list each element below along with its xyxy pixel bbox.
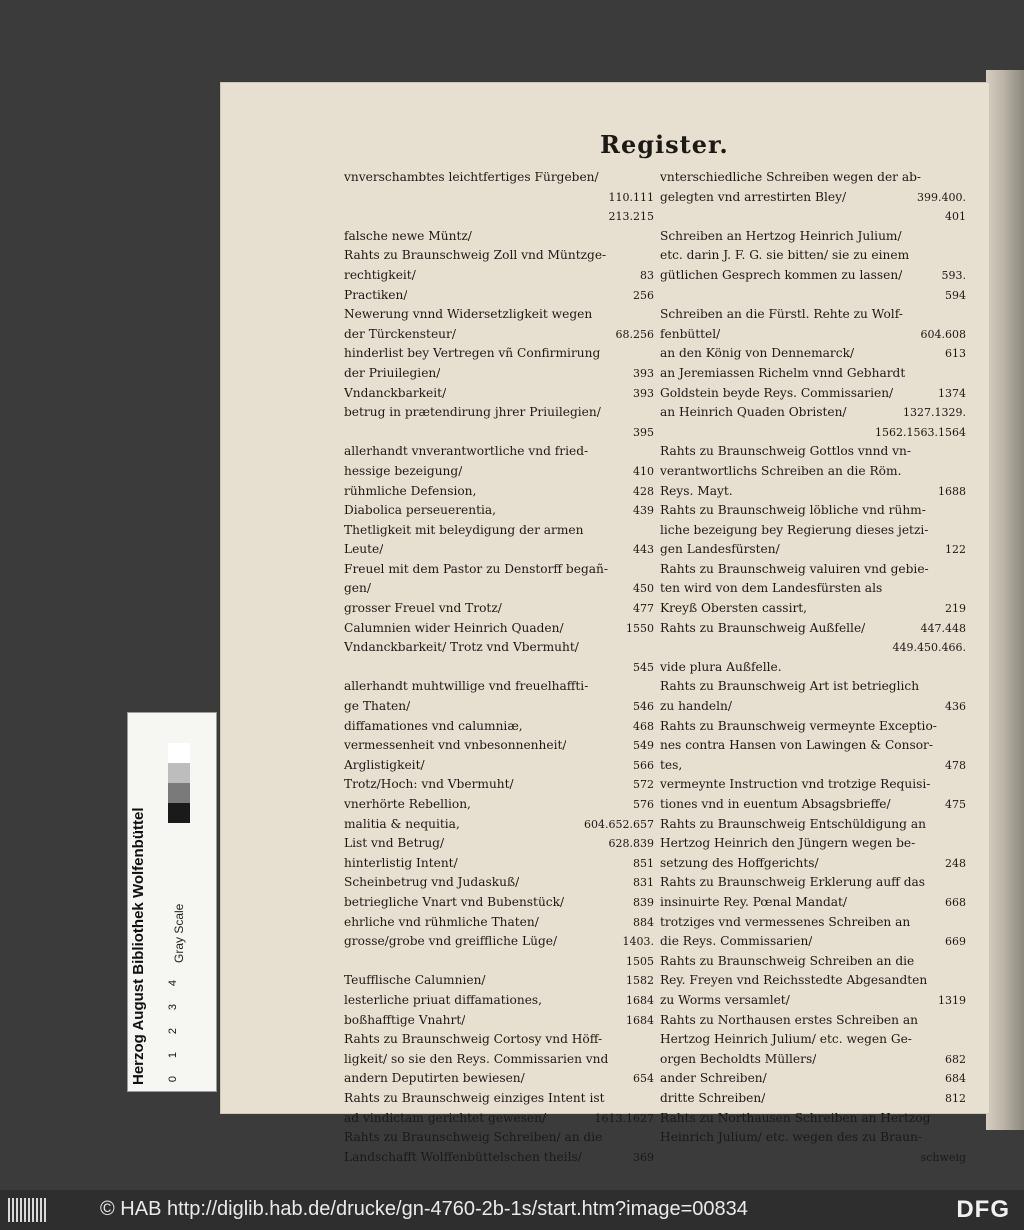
- entry-page-number: 604.652.657: [584, 817, 654, 831]
- footer-bar: [0, 1190, 1024, 1230]
- entry-page-number: 410: [633, 464, 654, 478]
- entry-text: Practiken/: [344, 287, 408, 302]
- gray-swatch-white: [168, 743, 190, 763]
- register-entry: [344, 697, 654, 717]
- register-entry: [660, 540, 966, 560]
- entry-page-number: 395: [633, 425, 654, 439]
- entry-page-number: 1505: [626, 954, 654, 968]
- register-entry: [660, 756, 966, 776]
- register-entry: [660, 266, 966, 286]
- entry-page-number: 436: [945, 700, 966, 714]
- register-entry: [344, 1089, 654, 1109]
- entry-page-number: 613: [945, 347, 966, 361]
- entry-page-number: 110.111: [608, 190, 654, 204]
- entry-text: ten wird von dem Landesfürsten als: [660, 581, 883, 596]
- register-entry: [660, 246, 966, 266]
- register-entry: [660, 364, 966, 384]
- entry-text: hinterlistig Intent/: [344, 855, 458, 870]
- entry-text: Rahts zu Braunschweig vermeynte Exceptio-: [660, 718, 937, 733]
- register-entry: [660, 462, 966, 482]
- register-entry: [344, 677, 654, 697]
- entry-page-number: 122: [945, 543, 966, 557]
- entry-text: der Türckensteur/: [344, 326, 456, 341]
- register-entry: [660, 560, 966, 580]
- entry-text: Rahts zu Braunschweig Schreiben/ an die: [344, 1130, 603, 1145]
- entry-text: hessige bezeigung/: [344, 463, 463, 478]
- entry-text: zu Worms versamlet/: [660, 992, 790, 1007]
- entry-text: hinderlist bey Vertregen vñ Confirmirung: [344, 346, 601, 361]
- register-entry: [660, 815, 966, 835]
- ruler-tick-label: 3: [167, 1003, 180, 1011]
- left-column: [344, 168, 654, 1167]
- register-entry: [344, 501, 654, 521]
- entry-text: Schreiben an Hertzog Heinrich Julium/: [660, 228, 902, 243]
- entry-text: insinuirte Rey. Pœnal Mandat/: [660, 894, 848, 909]
- entry-text: Rahts zu Braunschweig Erklerung auff das: [660, 875, 926, 890]
- entry-text: betrug in prætendirung jhrer Priuilegien/: [344, 405, 601, 420]
- register-entry: [344, 188, 654, 208]
- entry-page-number: 576: [633, 798, 654, 811]
- right-column: [660, 168, 966, 1167]
- register-entry: [660, 403, 966, 423]
- entry-text: tiones vnd in euentum Absagsbrieffe/: [660, 797, 891, 811]
- entry-text: rühmliche Defension,: [344, 483, 477, 498]
- adjacent-page-edge: [986, 70, 1024, 1130]
- register-entry: [344, 795, 654, 815]
- register-entry: [344, 227, 654, 247]
- entry-text: Calumnien wider Heinrich Quaden/: [344, 620, 564, 635]
- register-entry: [344, 1069, 654, 1089]
- entry-text: Leute/: [344, 542, 384, 557]
- entry-page-number: 812: [945, 1091, 966, 1105]
- register-entry: [344, 756, 654, 776]
- entry-text: Rahts zu Braunschweig valuiren vnd gebie-: [660, 561, 929, 576]
- entry-page-number: 68.256: [615, 327, 654, 341]
- register-entry: [660, 188, 966, 208]
- register-entry: [344, 775, 654, 795]
- register-entry: [660, 579, 966, 599]
- entry-text: Reys. Mayt.: [660, 483, 733, 498]
- register-entry: [660, 207, 966, 227]
- entry-page-number: 1550: [626, 621, 654, 635]
- entry-text: Scheinbetrug vnd Judaskuß/: [344, 875, 520, 890]
- register-entry: [660, 717, 966, 737]
- footer-url[interactable]: © HAB http://diglib.hab.de/drucke/gn-4760-2b-1s/start.htm?image=00834: [100, 1198, 748, 1220]
- entry-page-number: 1684: [626, 1013, 654, 1027]
- ruler-tick-label: 2: [167, 1027, 180, 1035]
- entry-text: boßhafftige Vnahrt/: [344, 1012, 466, 1027]
- register-entry: [344, 971, 654, 991]
- register-entry: [344, 736, 654, 756]
- register-entry: [344, 952, 654, 972]
- entry-text: verantwortlichs Schreiben an die Röm.: [660, 463, 902, 478]
- barcode-icon: [8, 1198, 48, 1222]
- register-entry: [660, 697, 966, 717]
- entry-page-number: 369: [633, 1150, 654, 1164]
- entry-text: dritte Schreiben/: [660, 1090, 766, 1105]
- entry-page-number: 1582: [626, 974, 654, 988]
- entry-text: an Heinrich Quaden Obristen/: [660, 405, 847, 420]
- entry-text: an Jeremiassen Richelm vnnd Gebhardt: [660, 365, 906, 380]
- entry-page-number: 831: [633, 876, 654, 890]
- ruler-tick-label: 0: [167, 1075, 180, 1083]
- register-entry: [344, 834, 654, 854]
- entry-text: Vndanckbarkeit/: [344, 385, 447, 400]
- entry-text: Kreyß Obersten cassirt,: [660, 601, 808, 616]
- entry-page-number: 399.400.: [917, 190, 966, 204]
- entry-page-number: 449.450.466.: [892, 641, 966, 655]
- entry-page-number: 443: [633, 543, 654, 557]
- register-entry: [344, 991, 654, 1011]
- register-entry: [660, 658, 966, 678]
- register-entry: [344, 207, 654, 227]
- entry-page-number: 428: [633, 484, 654, 498]
- register-entry: [344, 168, 654, 188]
- entry-text: ehrliche vnd rühmliche Thaten/: [344, 914, 539, 929]
- register-entry: [660, 991, 966, 1011]
- entry-text: ad vindictam gerichtet gewesen/: [344, 1110, 547, 1125]
- register-entry: [344, 913, 654, 933]
- entry-page-number: 545: [633, 660, 654, 674]
- entry-page-number: 478: [945, 758, 966, 772]
- ruler-library-label: Herzog August Bibliothek Wolfenbüttel: [130, 807, 147, 1085]
- entry-page-number: 1327.1329.: [903, 406, 966, 420]
- register-entry: [660, 834, 966, 854]
- entry-text: Diabolica perseuerentia,: [344, 503, 497, 518]
- entry-text: der Priuilegien/: [344, 365, 441, 380]
- entry-text: lesterliche priuat diffamationes,: [344, 992, 543, 1007]
- entry-page-number: 393: [633, 386, 654, 400]
- register-entry: [660, 775, 966, 795]
- register-entry: [660, 873, 966, 893]
- register-entry: [344, 423, 654, 443]
- entry-text: List vnd Betrug/: [344, 836, 445, 851]
- entry-page-number: 668: [945, 895, 966, 909]
- register-entry: [344, 619, 654, 639]
- register-entry: [660, 952, 966, 972]
- entry-text: Rahts zu Braunschweig Gottlos vnnd vn-: [660, 444, 911, 459]
- entry-page-number: 477: [633, 602, 654, 616]
- register-entry: [344, 658, 654, 678]
- entry-page-number: 83: [640, 268, 654, 282]
- entry-text: vnterschiedliche Schreiben wegen der ab-: [660, 170, 922, 184]
- entry-text: allerhandt muhtwillige vnd freuelhaffti-: [344, 679, 589, 694]
- entry-text: ligkeit/ so sie den Reys. Commissarien vnd: [344, 1051, 609, 1066]
- entry-text: Freuel mit dem Pastor zu Denstorff begañ-: [344, 561, 608, 576]
- register-entry: [660, 932, 966, 952]
- entry-page-number: 447.448: [920, 621, 966, 635]
- entry-page-number: 604.608: [920, 327, 966, 341]
- entry-page-number: 468: [633, 719, 654, 733]
- entry-text: grosser Freuel vnd Trotz/: [344, 601, 502, 616]
- register-entry: [344, 1128, 654, 1148]
- register-entry: [344, 560, 654, 580]
- register-entry: [660, 1030, 966, 1050]
- register-entry: [344, 599, 654, 619]
- entry-text: gen Landesfürsten/: [660, 542, 780, 557]
- entry-text: diffamationes vnd calumniæ,: [344, 718, 523, 733]
- register-entry: [344, 540, 654, 560]
- gray-scale-label: Gray Scale: [172, 903, 186, 963]
- register-entry: [660, 325, 966, 345]
- register-entry: [660, 305, 966, 325]
- ruler-tick-label: 4: [167, 979, 180, 987]
- entry-page-number: 594: [945, 288, 966, 302]
- entry-page-number: 593.: [941, 268, 966, 282]
- entry-text: Rahts zu Braunschweig Cortosy vnd Höff-: [344, 1032, 603, 1047]
- entry-page-number: 549: [633, 739, 654, 753]
- entry-text: Rey. Freyen vnd Reichsstedte Abgesandten: [660, 973, 928, 988]
- entry-text: Rahts zu Braunschweig Entschüldigung an: [660, 816, 926, 831]
- entry-page-number: 572: [633, 778, 654, 792]
- register-entry: [660, 638, 966, 658]
- register-entry: [660, 286, 966, 306]
- entry-text: liche bezeigung bey Regierung dieses jetzi-: [660, 522, 929, 537]
- register-entry: [660, 1089, 966, 1109]
- gray-swatch-mid: [168, 783, 190, 803]
- entry-text: gen/: [344, 581, 371, 596]
- register-entry: [344, 403, 654, 423]
- register-entry: [344, 638, 654, 658]
- register-entry: [344, 854, 654, 874]
- entry-page-number: 628.839: [608, 837, 654, 851]
- register-entry: [344, 1050, 654, 1070]
- dfg-logo: DFG: [956, 1196, 1010, 1223]
- entry-page-number: 546: [633, 700, 654, 714]
- entry-text: Rahts zu Braunschweig Schreiben an die: [660, 953, 915, 968]
- register-entry: [660, 1050, 966, 1070]
- entry-text: Rahts zu Northausen Schreiben an Hertzog: [660, 1110, 931, 1125]
- entry-text: Hertzog Heinrich Julium/ etc. wegen Ge-: [660, 1032, 912, 1047]
- register-entry: [344, 364, 654, 384]
- entry-page-number: 884: [633, 915, 654, 929]
- entry-page-number: 1684: [626, 993, 654, 1007]
- register-entry: [344, 344, 654, 364]
- entry-text: andern Deputirten bewiesen/: [344, 1071, 525, 1086]
- entry-page-number: 684: [945, 1072, 966, 1086]
- register-entry: [660, 677, 966, 697]
- register-entry: [660, 1109, 966, 1129]
- entry-text: allerhandt vnverantwortliche vnd fried-: [344, 444, 589, 459]
- ruler-tick-label: 1: [167, 1051, 180, 1059]
- register-entry: [344, 442, 654, 462]
- entry-text: grosse/grobe vnd greiffliche Lüge/: [344, 934, 558, 949]
- entry-text: betriegliche Vnart vnd Bubenstück/: [344, 894, 565, 909]
- entry-text: Rahts zu Braunschweig Außfelle/: [660, 620, 866, 635]
- register-entry: [344, 384, 654, 404]
- entry-page-number: 1688: [938, 484, 966, 498]
- entry-text: Rahts zu Northausen erstes Schreiben an: [660, 1012, 918, 1027]
- register-entry: [344, 266, 654, 286]
- entry-page-number: 669: [945, 935, 966, 949]
- register-entry: [660, 384, 966, 404]
- entry-text: gütlichen Gesprech kommen zu lassen/: [660, 267, 903, 282]
- register-entry: [344, 1030, 654, 1050]
- entry-page-number: 439: [633, 504, 654, 518]
- entry-text: die Reys. Commissarien/: [660, 934, 813, 949]
- entry-text: tes,: [660, 757, 683, 772]
- register-entry: [344, 482, 654, 502]
- entry-page-number: 1562.1563.1564: [875, 425, 966, 439]
- register-entry: [660, 168, 966, 188]
- register-entry: [344, 325, 654, 345]
- entry-text: falsche newe Müntz/: [344, 228, 472, 243]
- register-entry: [344, 462, 654, 482]
- register-entry: [344, 1109, 654, 1129]
- register-entry: [344, 246, 654, 266]
- entry-page-number: schweig: [920, 1150, 966, 1164]
- register-entry: [344, 286, 654, 306]
- entry-page-number: 566: [633, 758, 654, 772]
- entry-page-number: 1613.1627: [594, 1111, 654, 1125]
- register-entry: [660, 442, 966, 462]
- entry-page-number: 475: [945, 798, 966, 811]
- entry-page-number: 213.215: [608, 210, 654, 224]
- entry-text: Thetligkeit mit beleydigung der armen: [344, 522, 584, 537]
- entry-text: nes contra Hansen von Lawingen & Consor-: [660, 738, 933, 753]
- entry-page-number: 393: [633, 366, 654, 380]
- entry-page-number: 450: [633, 582, 654, 596]
- register-entry: [660, 344, 966, 364]
- register-entry: [660, 893, 966, 913]
- entry-text: zu handeln/: [660, 699, 732, 714]
- register-entry: [660, 1011, 966, 1031]
- entry-text: an den König von Dennemarck/: [660, 346, 855, 361]
- entry-page-number: 248: [945, 856, 966, 870]
- entry-text: fenbüttel/: [660, 326, 721, 341]
- entry-text: Heinrich Julium/ etc. wegen des zu Braun-: [660, 1130, 922, 1145]
- register-entry: [660, 795, 966, 815]
- entry-text: Rahts zu Braunschweig löbliche vnd rühm-: [660, 503, 926, 518]
- entry-text: Trotz/Hoch: vnd Vbermuht/: [344, 777, 514, 792]
- register-entry: [344, 1148, 654, 1168]
- entry-page-number: 1319: [938, 993, 966, 1007]
- gray-swatch-light: [168, 763, 190, 783]
- ruler-ticks: [164, 973, 194, 1083]
- entry-page-number: 682: [945, 1052, 966, 1066]
- entry-text: Landschafft Wolffenbüttelschen theils/: [344, 1149, 582, 1164]
- register-entry: [660, 1128, 966, 1148]
- register-entry: [660, 913, 966, 933]
- entry-page-number: 401: [945, 210, 966, 224]
- register-entry: [344, 717, 654, 737]
- entry-text: Schreiben an die Fürstl. Rehte zu Wolf-: [660, 307, 903, 322]
- entry-page-number: 851: [633, 856, 654, 870]
- entry-text: Rahts zu Braunschweig Zoll vnd Müntzge-: [344, 248, 607, 263]
- register-entry: [660, 1069, 966, 1089]
- entry-text: ander Schreiben/: [660, 1071, 767, 1086]
- entry-page-number: 1403.: [622, 935, 654, 949]
- entry-text: Arglistigkeit/: [344, 757, 425, 772]
- entry-text: vnverschambtes leichtfertiges Fürgeben/: [344, 170, 599, 184]
- entry-text: orgen Becholdts Müllers/: [660, 1051, 817, 1066]
- entry-page-number: 654: [633, 1072, 654, 1086]
- entry-text: Goldstein beyde Reys. Commissarien/: [660, 385, 894, 400]
- register-entry: [660, 619, 966, 639]
- register-entry: [660, 736, 966, 756]
- register-entry: [660, 521, 966, 541]
- entry-text: vermeynte Instruction vnd trotzige Requisi-: [660, 777, 931, 792]
- entry-text: gelegten vnd arrestirten Bley/: [660, 189, 847, 204]
- register-entry: [344, 305, 654, 325]
- register-entry: [344, 932, 654, 952]
- entry-text: Rahts zu Braunschweig Art ist betrieglich: [660, 679, 920, 694]
- register-entry: [344, 873, 654, 893]
- register-entry: [660, 482, 966, 502]
- entry-page-number: 839: [633, 895, 654, 909]
- entry-text: Teufflische Calumnien/: [344, 973, 486, 988]
- register-entry: [344, 815, 654, 835]
- register-entry: [660, 599, 966, 619]
- entry-text: Hertzog Heinrich den Jüngern wegen be-: [660, 836, 916, 851]
- entry-text: Newerung vnnd Widersetzligkeit wegen: [344, 307, 593, 322]
- register-entry: [344, 893, 654, 913]
- entry-text: malitia & nequitia,: [344, 816, 460, 831]
- register-entry: [344, 579, 654, 599]
- scale-ruler: [127, 712, 217, 1092]
- entry-page-number: 256: [633, 288, 654, 302]
- entry-text: trotziges vnd vermessenes Schreiben an: [660, 914, 911, 929]
- register-entry: [660, 227, 966, 247]
- entry-text: Rahts zu Braunschweig einziges Intent ist: [344, 1090, 605, 1105]
- gray-swatch-dark: [168, 803, 190, 823]
- entry-text: Vndanckbarkeit/ Trotz vnd Vbermuht/: [344, 640, 579, 655]
- register-entry: [344, 1011, 654, 1031]
- entry-text: vnerhörte Rebellion,: [344, 797, 471, 811]
- entry-text: rechtigkeit/: [344, 267, 416, 282]
- entry-text: vermessenheit vnd vnbesonnenheit/: [344, 738, 567, 753]
- register-entry: [660, 971, 966, 991]
- page-title: Register.: [600, 130, 729, 159]
- register-entry: [660, 501, 966, 521]
- entry-text: setzung des Hoffgerichts/: [660, 855, 819, 870]
- register-entry: [660, 423, 966, 443]
- entry-text: ge Thaten/: [344, 699, 411, 714]
- entry-text: etc. darin J. F. G. sie bitten/ sie zu einem: [660, 248, 910, 263]
- register-entry: [660, 1148, 966, 1168]
- entry-text: vide plura Außfelle.: [660, 659, 782, 674]
- register-entry: [660, 854, 966, 874]
- register-entry: [344, 521, 654, 541]
- entry-page-number: 1374: [938, 386, 966, 400]
- entry-page-number: 219: [945, 602, 966, 616]
